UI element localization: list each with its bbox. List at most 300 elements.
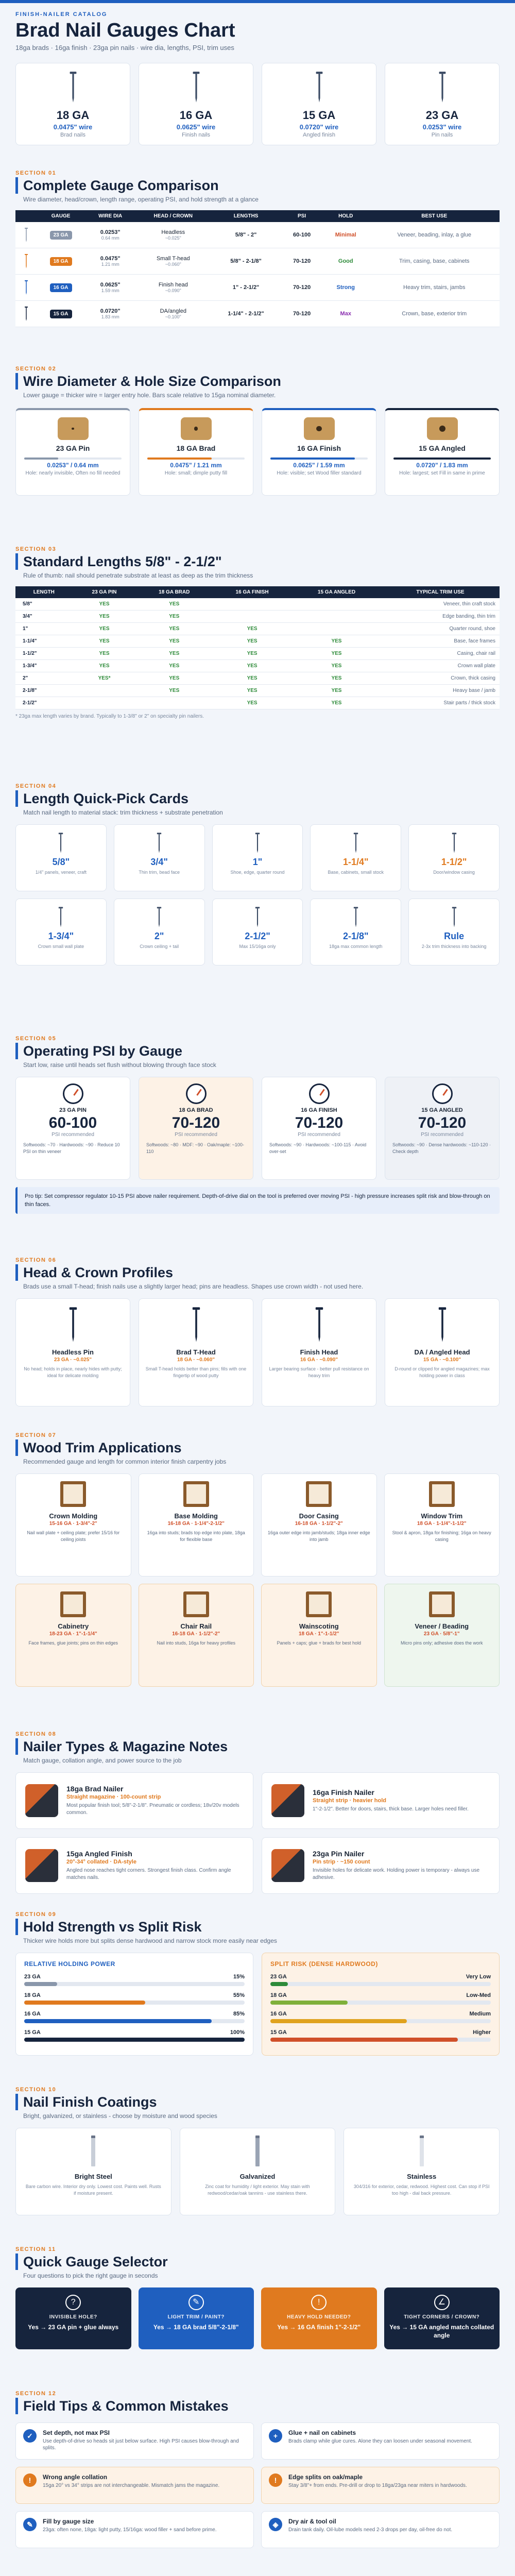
nail-head-icon: [67, 1306, 79, 1343]
tip-title: Glue + nail on cabinets: [288, 2429, 356, 2436]
table-cell: [136, 697, 212, 709]
diameter-gauge-name: 23 GA Pin: [56, 444, 90, 452]
coating-card: [15, 2128, 171, 2215]
psi-card: [15, 1077, 130, 1180]
gauge-label: 15 GA: [302, 109, 336, 122]
trim-note: 16ga outer edge into jamb/studs; 18ga inner edge into jamb: [267, 1530, 370, 1542]
gauge-label: 18 GA: [56, 109, 90, 122]
quick-pick-grid: [15, 824, 500, 965]
section-eyebrow: SECTION 06: [15, 1257, 57, 1263]
length-card: [408, 824, 500, 891]
best-use-cell: Heavy trim, stairs, jambs: [369, 275, 500, 301]
diameter-value: 0.0720" / 1.83 mm: [416, 462, 468, 469]
head-cell: [136, 301, 211, 327]
bar-gauge: 23 GA: [270, 1974, 287, 1980]
diameter-card: [385, 408, 500, 496]
length-value: 2-1/2": [245, 931, 270, 941]
diameter-card: [15, 408, 130, 496]
nail-icon: [24, 253, 29, 269]
table-cell: YES: [136, 648, 212, 660]
bar-fill: [270, 2001, 348, 2005]
nail-type: Angled finish: [303, 132, 335, 138]
trim-icon: [60, 1591, 86, 1617]
hole-mark: [194, 427, 198, 431]
bar-row: [270, 2029, 491, 2042]
nail-icon: [451, 832, 458, 854]
head-profile-gauge: 23 GA · ~0.025": [54, 1357, 92, 1363]
table-cell: YES: [136, 685, 212, 697]
table-cell: YES: [136, 635, 212, 648]
table-row: [15, 672, 500, 685]
bar-fill: [24, 2019, 212, 2023]
section-standard-lengths: [15, 546, 500, 719]
wire-diameter: 0.0475" wire: [53, 123, 93, 131]
hold-cell: Minimal: [322, 222, 369, 248]
table-header: GAUGE: [37, 210, 85, 222]
gauge-summary-card: [139, 63, 253, 145]
row-nail-cell: [15, 222, 37, 248]
table-header: BEST USE: [369, 210, 500, 222]
nail-icon: [437, 71, 448, 104]
trim-gauge: 18-23 GA · 1"-1-1/4": [49, 1631, 97, 1637]
section-field-tips: [15, 2391, 500, 2548]
bar-gauge: 15 GA: [24, 2029, 41, 2036]
table-cell: 1": [15, 623, 73, 635]
nail-icon: [254, 906, 261, 928]
hole-note: Hole: nearly invisible, Often no fill needed: [25, 470, 121, 476]
selector-question: LIGHT TRIM / PAINT?: [167, 2314, 225, 2320]
nailer-card: [15, 1837, 253, 1894]
length-value: 5/8": [52, 857, 70, 867]
table-cell: YES: [212, 623, 292, 635]
length-card: [408, 899, 500, 965]
nailer-magazine: 20°-34° collated · DA-style: [66, 1859, 136, 1865]
nail-icon: [156, 832, 163, 854]
nailer-magazine: Pin strip · ~150 count: [313, 1859, 370, 1865]
section-title: Complete Gauge Comparison: [15, 177, 500, 194]
table-cell: 2-1/8": [15, 685, 73, 697]
trim-gauge: 18 GA · 1-1/4"-1-1/2": [417, 1521, 467, 1527]
psi-label: PSI recommended: [175, 1132, 217, 1138]
head-profile-gauge: 15 GA · ~0.100": [423, 1357, 461, 1363]
length-note: 2-3x trim thickness into backing: [421, 944, 487, 949]
trim-grid: [15, 1473, 500, 1687]
length-card: [15, 899, 107, 965]
tip-title: Edge splits on oak/maple: [288, 2473, 363, 2481]
length-card: [114, 824, 205, 891]
head-profile-cards: [15, 1298, 500, 1406]
hold-cell: Strong: [322, 275, 369, 301]
selector-icon: !: [311, 2295, 327, 2310]
length-value: 1-1/2": [441, 857, 467, 867]
wood-hole-icon: [58, 417, 89, 440]
trim-gauge: 23 GA · 5/8"-1": [423, 1631, 460, 1637]
wire-dia-inches: 0.0720": [100, 308, 121, 314]
wire-dia-inches: 0.0625": [100, 282, 121, 288]
coating-name: Bright Steel: [74, 2173, 112, 2180]
tip-title: Fill by gauge size: [43, 2518, 94, 2525]
diameter-value: 0.0253" / 0.64 mm: [47, 462, 99, 469]
bar-row: [270, 1974, 491, 1986]
trim-note: Stool & apron, 18ga for finishing; 16ga on heavy casing: [392, 1530, 491, 1542]
selector-card[interactable]: [261, 2287, 377, 2349]
table-row: [15, 611, 500, 623]
hold-cell: Max: [322, 301, 369, 327]
head-size: ~0.060": [165, 262, 181, 267]
table-header: 18 GA BRAD: [136, 586, 212, 598]
psi-range: 70-120: [171, 1114, 220, 1131]
coating-note: Bare carbon wire. Interior dry only. Lowest cost. Paints well. Rusts if moisture present.: [25, 2184, 161, 2196]
section-gauge-selector: [15, 2246, 500, 2349]
hold-split-grid: [15, 1953, 500, 2056]
trim-name: Crown Molding: [49, 1512, 98, 1520]
trim-icon: [306, 1481, 332, 1507]
tips-grid: [15, 2422, 500, 2548]
head-type: DA/angled: [160, 308, 186, 314]
nailer-note: Invisible holes for delicate work. Holding power is temporary - always use adhesive.: [313, 1868, 480, 1880]
diameter-bar-fill: [24, 457, 58, 460]
wire-dia-cell: [85, 275, 136, 301]
coating-card: [180, 2128, 336, 2215]
nail-icon: [352, 832, 359, 854]
nailer-text: [66, 1785, 244, 1817]
nailer-note: Most popular finish tool; 5/8"-2-1/8". Pneumatic or cordless; 18v/20v models common.: [66, 1803, 239, 1816]
diameter-bar-fill: [393, 457, 491, 460]
table-cell: YES: [136, 660, 212, 672]
trim-gauge: 16-18 GA · 1-1/2"-2": [172, 1631, 220, 1637]
wire-dia-inches: 0.0253": [100, 229, 121, 235]
table-cell: Casing, chair rail: [381, 648, 500, 660]
tip-description: 15ga 20° vs 34° strips are not interchangeable. Mismatch jams the magazine.: [43, 2483, 220, 2488]
bar-row: [24, 1974, 245, 1986]
bar-value: 85%: [233, 2011, 245, 2017]
wood-hole-icon: [427, 417, 458, 440]
bar-value: Low-Med: [466, 1992, 491, 1998]
bar-row: [24, 2029, 245, 2042]
pressure-gauge-icon: [309, 1083, 330, 1104]
tip-text: [43, 2429, 246, 2453]
bar-gauge: 18 GA: [24, 1992, 41, 1998]
section-eyebrow: SECTION 04: [15, 783, 57, 789]
tip-icon: !: [269, 2473, 282, 2487]
diameter-card: [262, 408, 376, 496]
head-cell: [136, 275, 211, 301]
length-note: Crown ceiling + tail: [140, 944, 179, 949]
bar-fill: [24, 1982, 57, 1986]
hero: [15, 11, 500, 145]
trim-card: [261, 1584, 377, 1687]
head-type: Headless: [161, 229, 185, 235]
bar-label-row: [270, 2011, 491, 2017]
trim-note: Panels + caps; glue + brads for best hold: [277, 1640, 362, 1646]
section-title: Field Tips & Common Mistakes: [15, 2398, 500, 2414]
nail-type: Brad nails: [60, 132, 85, 138]
length-card: [310, 824, 401, 891]
nailer-text: [66, 1850, 244, 1882]
table-cell: YES: [73, 623, 136, 635]
length-cell: 1" - 2-1/2": [211, 275, 281, 301]
section-subtitle: Four questions to pick the right gauge in seconds: [23, 2272, 158, 2279]
trim-note: Face frames, glue joints; pins on thin edges: [28, 1640, 118, 1646]
length-note: 1/4" panels, veneer, craft: [35, 870, 87, 875]
head-profile-name: Finish Head: [300, 1348, 338, 1356]
length-note: Max 15/16ga only: [239, 944, 276, 949]
diameter-gauge-name: 18 GA Brad: [176, 444, 216, 452]
section-title: Length Quick-Pick Cards: [15, 790, 500, 807]
length-card: [114, 899, 205, 965]
psi-gauge-name: 15 GA ANGLED: [421, 1107, 463, 1113]
trim-icon: [183, 1481, 209, 1507]
selector-icon: ∠: [434, 2295, 450, 2310]
trim-icon: [183, 1591, 209, 1617]
section-eyebrow: SECTION 05: [15, 1036, 57, 1042]
trim-icon: [60, 1481, 86, 1507]
nailer-name: 18ga Brad Nailer: [66, 1785, 124, 1793]
table-row: [15, 248, 500, 275]
length-cell: 5/8" - 2": [211, 222, 281, 248]
wire-dia-mm: 1.21 mm: [101, 262, 119, 267]
gauge-label: 23 GA: [425, 109, 459, 122]
bar-value: 100%: [230, 2029, 245, 2036]
table-row: [15, 222, 500, 248]
table-cell: [212, 611, 292, 623]
table-cell: YES: [136, 611, 212, 623]
psi-note: Softwoods: ~90 · Dense hardwoods: ~110-120 · Check depth: [392, 1142, 491, 1154]
psi-label: PSI recommended: [52, 1132, 94, 1138]
selector-answer: Yes → 16 GA finish 1"-2-1/2": [277, 2324, 361, 2331]
holding-power-box: [15, 1953, 253, 2056]
selector-question: TIGHT CORNERS / CROWN?: [404, 2314, 480, 2320]
bar-fill: [270, 2019, 407, 2023]
bar-label-row: [270, 1974, 491, 1980]
bar-fill: [270, 2038, 458, 2042]
table-cell: YES: [292, 660, 381, 672]
tip-card: [261, 2422, 500, 2460]
table-cell: 1-1/2": [15, 648, 73, 660]
nail-icon: [191, 71, 202, 104]
selector-card[interactable]: [139, 2287, 254, 2349]
nailer-magazine: Straight strip · heavier hold: [313, 1798, 387, 1804]
selector-card[interactable]: [15, 2287, 131, 2349]
table-cell: 5/8": [15, 598, 73, 611]
head-profile-card: [262, 1298, 376, 1406]
section-trim-applications: [15, 1432, 500, 1687]
table-cell: YES: [73, 611, 136, 623]
table-cell: YES: [73, 648, 136, 660]
section-eyebrow: SECTION 09: [15, 1911, 57, 1918]
wire-dia-inches: 0.0475": [100, 256, 121, 262]
nail-icon: [254, 832, 261, 854]
table-header: LENGTHS: [211, 210, 281, 222]
nail-icon: [314, 71, 325, 104]
tip-description: 23ga: often none, 18ga: light putty, 15/16ga: wood filler + sand before prime.: [43, 2527, 217, 2533]
gauge-pill: 16 GA: [50, 283, 72, 292]
section-subtitle: Bright, galvanized, or stainless - choose by moisture and wood species: [23, 2112, 217, 2120]
table-header: 15 GA ANGLED: [292, 586, 381, 598]
gauge-pill: 15 GA: [50, 310, 72, 318]
head-profile-card: [139, 1298, 253, 1406]
wire-dia-mm: 0.64 mm: [101, 235, 119, 241]
tip-title: Dry air & tool oil: [288, 2518, 336, 2525]
coating-note: Zinc coat for humidity / light exterior. May stain with redwood/cedar/oak tannins - use stainless there.: [205, 2184, 310, 2196]
section-subtitle: Match gauge, collation angle, and power source to the job: [23, 1757, 182, 1764]
bar-fill: [270, 1982, 288, 1986]
trim-note: 16ga into studs; brads top edge into plate, 18ga for flexible base: [147, 1530, 245, 1542]
bar-value: Higher: [473, 2029, 491, 2036]
tip-card: [15, 2467, 254, 2504]
table-header: [15, 210, 37, 222]
top-accent-bar: [0, 0, 515, 3]
wood-hole-icon: [181, 417, 212, 440]
hold-cell: Good: [322, 248, 369, 275]
psi-range: 70-120: [418, 1114, 467, 1131]
diameter-bar: [147, 457, 245, 460]
section-subtitle: Wire diameter, head/crown, length range, operating PSI, and hold strength at a glance: [23, 196, 259, 203]
bar-fill: [24, 2038, 245, 2042]
hole-note: Hole: small; dimple putty fill: [164, 470, 228, 476]
trim-icon: [429, 1481, 455, 1507]
psi-card: [385, 1077, 500, 1180]
bar-gauge: 15 GA: [270, 2029, 287, 2036]
section-subtitle: Match nail length to material stack: trim thickness + substrate penetration: [23, 809, 223, 816]
nailer-note: Angled nose reaches tight corners. Strongest finish class. Confirm angle matches nails.: [66, 1868, 231, 1880]
table-cell: [212, 598, 292, 611]
psi-cell: 70-120: [281, 301, 322, 327]
table-cell: Base, face frames: [381, 635, 500, 648]
length-cell: 1-1/4" - 2-1/2": [211, 301, 281, 327]
psi-note: Softwoods: ~80 · MDF: ~90 · Oak/maple: ~100-110: [146, 1142, 244, 1154]
tip-description: Stay 3/8"+ from ends. Pre-drill or drop to 18ga/23ga near miters in hardwoods.: [288, 2483, 467, 2488]
psi-note: Softwoods: ~70 · Hardwoods: ~90 · Reduce 10 PSI on thin veneer: [23, 1142, 120, 1154]
hole-mark: [439, 426, 445, 432]
tip-title: Wrong angle collation: [43, 2473, 108, 2481]
gauge-summary-card: [262, 63, 376, 145]
table-row: [15, 648, 500, 660]
nailer-name: 23ga Pin Nailer: [313, 1850, 365, 1858]
table-cell: YES: [292, 648, 381, 660]
section-title: Wire Diameter & Hole Size Comparison: [15, 373, 500, 389]
best-use-cell: Trim, casing, base, cabinets: [369, 248, 500, 275]
table-cell: 1-1/4": [15, 635, 73, 648]
nail-type: Finish nails: [181, 132, 211, 138]
length-value: 2-1/8": [343, 931, 369, 941]
bar-fill: [24, 2001, 145, 2005]
nailer-tool-icon: [25, 1849, 58, 1882]
section-title: Quick Gauge Selector: [15, 2253, 500, 2270]
table-cell: YES*: [73, 672, 136, 685]
tip-icon: !: [23, 2473, 37, 2487]
nail-icon: [24, 306, 29, 321]
bar-track: [24, 2019, 245, 2023]
bar-value: Medium: [469, 2011, 491, 2017]
page-subtitle: 18ga brads · 16ga finish · 23ga pin nails · wire dia, lengths, PSI, trim uses: [15, 44, 234, 52]
gauge-cell: [37, 301, 85, 327]
table-cell: YES: [212, 635, 292, 648]
length-note: Crown small wall plate: [38, 944, 84, 949]
row-nail-cell: [15, 248, 37, 275]
wire-dia-cell: [85, 301, 136, 327]
length-value: 1-1/4": [343, 857, 369, 867]
psi-range: 60-100: [48, 1114, 97, 1131]
nail-icon: [57, 906, 64, 928]
section-title: Operating PSI by Gauge: [15, 1043, 500, 1059]
length-value: 3/4": [150, 857, 168, 867]
bar-row: [24, 2011, 245, 2023]
tip-text: [43, 2473, 219, 2497]
section-length-quick-pick: [15, 783, 500, 965]
tip-text: [288, 2429, 472, 2453]
length-note: 18ga max common length: [329, 944, 383, 949]
table-row: [15, 685, 500, 697]
gauge-pill: 23 GA: [50, 231, 72, 240]
section-eyebrow: SECTION 01: [15, 170, 57, 176]
section-coatings: [15, 2087, 500, 2215]
tip-icon: +: [269, 2429, 282, 2443]
head-type: Finish head: [158, 282, 188, 288]
table-cell: [292, 598, 381, 611]
table-cell: Crown wall plate: [381, 660, 500, 672]
trim-icon: [429, 1591, 455, 1617]
bar-value: 55%: [233, 1992, 245, 1998]
head-type: Small T-head: [156, 256, 190, 262]
nailer-name: 15ga Angled Finish: [66, 1850, 132, 1858]
pressure-gauge-icon: [63, 1083, 83, 1104]
table-cell: YES: [292, 697, 381, 709]
table-cell: YES: [136, 623, 212, 635]
trim-name: Base Molding: [174, 1512, 218, 1520]
section-eyebrow: SECTION 11: [15, 2246, 56, 2252]
holding-power-title: RELATIVE HOLDING POWER: [24, 1960, 115, 1968]
trim-gauge: 15-16 GA · 1-3/4"-2": [49, 1521, 97, 1527]
selector-answer: Yes → 23 GA pin + glue always: [28, 2324, 119, 2331]
wire-diameter: 0.0253" wire: [422, 123, 462, 131]
bar-label-row: [270, 2029, 491, 2036]
pro-tip-box: Pro tip: Set compressor regulator 10-15 PSI above nailer requirement. Depth-of-drive dial on the tool is preferred over moving PSI - high pressure increases split risk and blow-through on thin faces.: [15, 1187, 500, 1214]
page-title: Brad Nail Gauges Chart: [15, 20, 235, 41]
trim-gauge: 18 GA · 1"-1-1/2": [298, 1631, 339, 1637]
head-size: ~0.090": [165, 288, 181, 293]
section-eyebrow: SECTION 10: [15, 2087, 57, 2093]
coating-note: 304/316 for exterior, cedar, redwood. Highest cost. Can stop if PSI too high - dial back pressure.: [353, 2184, 490, 2196]
nail-head-icon: [436, 1306, 449, 1343]
table-cell: [292, 611, 381, 623]
gauge-summary-card: [385, 63, 500, 145]
tip-card: [15, 2511, 254, 2548]
nail-icon: [24, 227, 29, 243]
length-note: Shoe, edge, quarter round: [230, 870, 285, 875]
table-header: LENGTH: [15, 586, 73, 598]
pressure-gauge-icon: [432, 1083, 453, 1104]
table-cell: YES: [212, 685, 292, 697]
table-cell: Heavy base / jamb: [381, 685, 500, 697]
selector-card[interactable]: [384, 2287, 500, 2349]
bar-gauge: 16 GA: [270, 2011, 287, 2017]
table-cell: Edge banding, thin trim: [381, 611, 500, 623]
diameter-gauge-name: 16 GA Finish: [297, 444, 341, 452]
psi-cell: 70-120: [281, 248, 322, 275]
bar-track: [270, 1982, 491, 1986]
row-nail-cell: [15, 301, 37, 327]
bar-gauge: 18 GA: [270, 1992, 287, 1998]
trim-icon: [306, 1591, 332, 1617]
gauge-cell: [37, 248, 85, 275]
section-eyebrow: SECTION 07: [15, 1432, 57, 1438]
section-title: Nail Finish Coatings: [15, 2094, 500, 2110]
section-title: Head & Crown Profiles: [15, 1264, 500, 1281]
table-cell: YES: [292, 685, 381, 697]
trim-card: [139, 1473, 254, 1577]
nailer-tool-icon: [271, 1784, 304, 1817]
